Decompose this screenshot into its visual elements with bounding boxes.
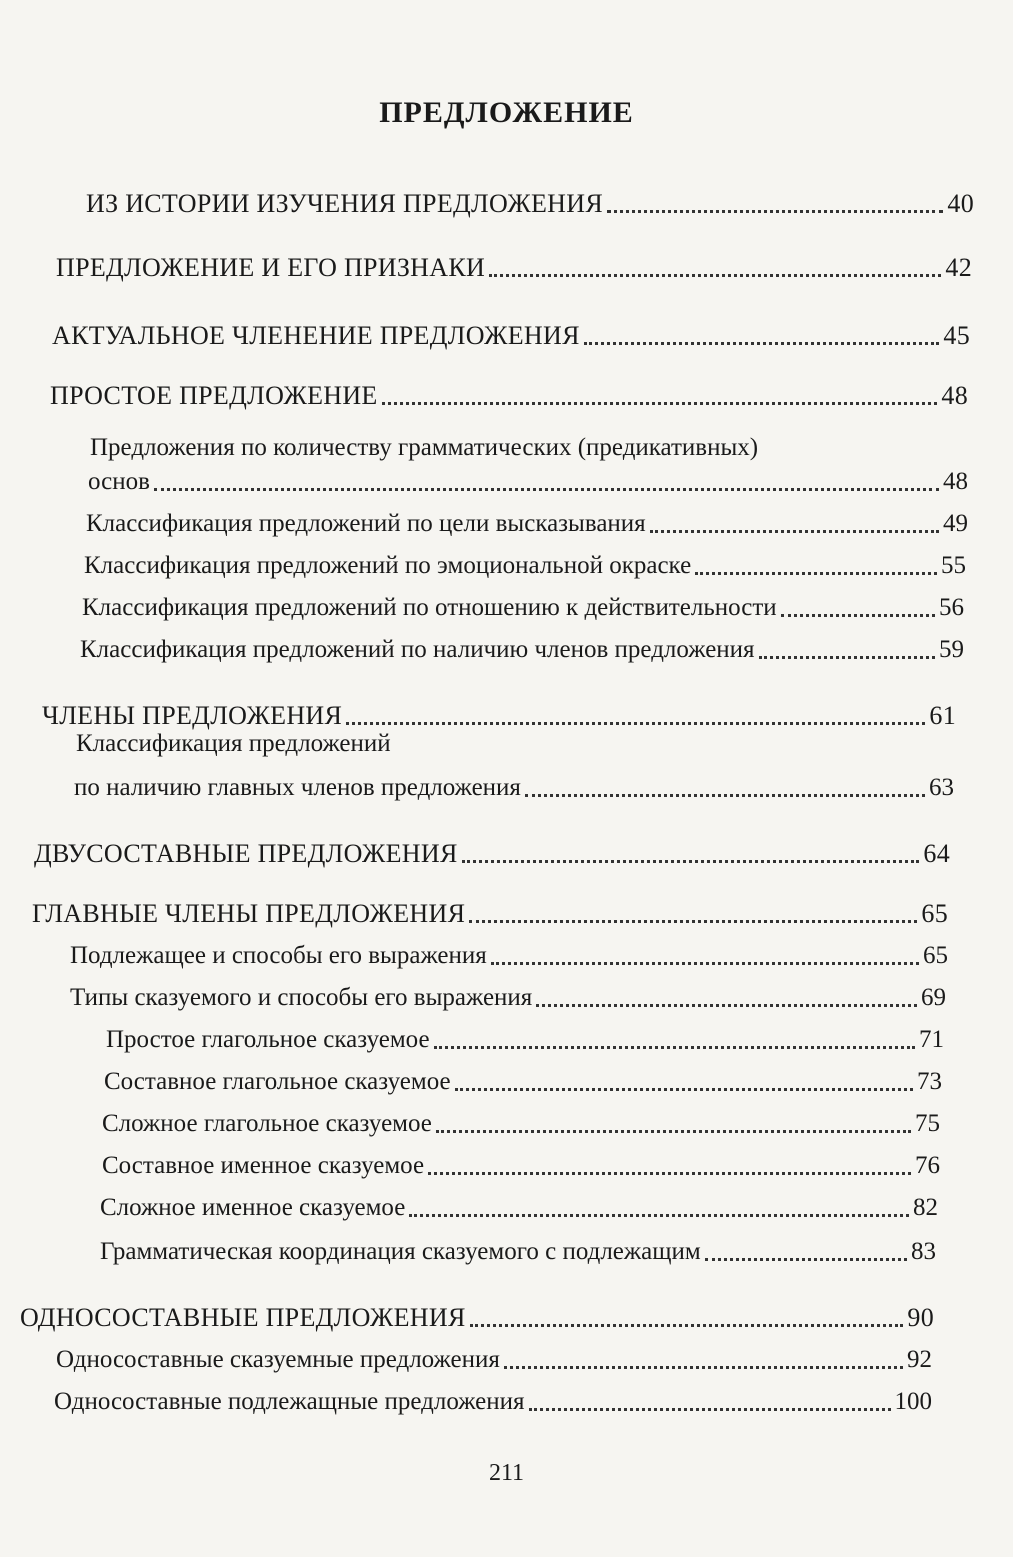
toc-entry-page: 49 (943, 510, 968, 537)
dot-leader (382, 401, 938, 405)
dot-leader (607, 209, 943, 213)
dot-leader (759, 655, 935, 659)
toc-entry-title: Подлежащее и способы его выражения (70, 942, 487, 969)
toc-entry (56, 252, 972, 284)
dot-leader (434, 1045, 915, 1049)
toc-entry-title: Типы сказуемого и способы его выражения (70, 984, 533, 1011)
dot-leader (436, 1129, 911, 1133)
dot-leader (409, 1213, 909, 1217)
toc-entry-title: ГЛАВНЫЕ ЧЛЕНЫ ПРЕДЛОЖЕНИЯ (32, 899, 466, 928)
dot-leader (650, 529, 939, 533)
dot-leader (529, 1407, 891, 1411)
section-heading: ПРЕДЛОЖЕНИЕ (379, 96, 634, 129)
toc-entry-title: ДВУСОСТАВНЫЕ ПРЕДЛОЖЕНИЯ (34, 839, 458, 868)
toc-entry-page: 55 (941, 552, 966, 579)
toc-entry-title: Сложное именное сказуемое (100, 1194, 406, 1221)
toc-entry-title: Простое глагольное сказуемое (106, 1026, 430, 1053)
toc-entry-title: Классификация предложений по отношению к действительности (82, 594, 777, 621)
toc-entry-page: 45 (943, 321, 970, 350)
dot-leader (455, 1087, 913, 1091)
toc-entry (86, 508, 968, 540)
dot-leader (154, 487, 939, 491)
toc-entry-title: ЧЛЕНЫ ПРЕДЛОЖЕНИЯ (42, 701, 343, 730)
dot-leader (491, 961, 919, 965)
toc-entry-title: АКТУАЛЬНОЕ ЧЛЕНЕНИЕ ПРЕДЛОЖЕНИЯ (52, 321, 580, 350)
toc-entry (104, 1066, 942, 1098)
toc-entry-page: 48 (943, 468, 968, 495)
toc-entry-title: Классификация предложений по эмоциональной окраске (84, 552, 692, 579)
toc-entry (100, 1192, 938, 1224)
toc-entry-title: Составное именное сказуемое (102, 1152, 425, 1179)
toc-entry-page: 69 (921, 984, 946, 1011)
toc-entry-page: 64 (923, 839, 950, 868)
toc-entry (74, 772, 954, 804)
toc-entry-title: Односоставные сказуемные предложения (56, 1346, 500, 1373)
toc-entry-title-line1: Предложения по количеству грамматических (предикативных) (90, 434, 759, 461)
toc-entry-title: основ (88, 468, 150, 495)
toc-entry-page: 65 (923, 942, 948, 969)
toc-entry-page: 48 (941, 381, 968, 410)
dot-leader (584, 341, 940, 345)
toc-entry-page: 92 (907, 1346, 932, 1373)
dot-leader (781, 613, 935, 617)
toc-entry (102, 1108, 940, 1140)
toc-entry-page: 76 (915, 1152, 940, 1179)
toc-entry-page: 63 (929, 774, 954, 801)
toc-entry-title: ИЗ ИСТОРИИ ИЗУЧЕНИЯ ПРЕДЛОЖЕНИЯ (86, 189, 603, 218)
toc-entry (106, 1024, 944, 1056)
toc-entry (56, 1344, 932, 1376)
toc-entry (84, 550, 966, 582)
toc-entry-page: 100 (894, 1388, 932, 1415)
toc-entry-title: Сложное глагольное сказуемое (102, 1110, 432, 1137)
toc-entry-page: 61 (929, 701, 956, 730)
dot-leader (705, 1257, 907, 1261)
toc-entry-page: 40 (947, 189, 974, 218)
toc-entry (50, 380, 968, 412)
toc-entry (86, 188, 974, 220)
toc-entry-page: 59 (939, 636, 964, 663)
toc-entry-title: Классификация предложений по наличию членов предложения (80, 636, 755, 663)
toc-entry (20, 1302, 934, 1334)
toc-entry (70, 982, 946, 1014)
dot-leader (469, 919, 917, 923)
toc-entry-title: по наличию главных членов предложения (74, 774, 521, 801)
dot-leader (525, 793, 925, 797)
toc-entry (100, 1236, 936, 1268)
toc-entry-page: 90 (907, 1303, 934, 1332)
toc-entry-page: 82 (913, 1194, 938, 1221)
dot-leader (470, 1323, 904, 1327)
toc-entry-page: 73 (917, 1068, 942, 1095)
toc-entry (34, 838, 950, 870)
toc-entry-title: ОДНОСОСТАВНЫЕ ПРЕДЛОЖЕНИЯ (20, 1303, 466, 1332)
toc-entry-title: ПРЕДЛОЖЕНИЕ И ЕГО ПРИЗНАКИ (56, 253, 486, 282)
toc-entry-title: Классификация предложений по цели высказывания (86, 510, 646, 537)
toc-entry-page: 56 (939, 594, 964, 621)
dot-leader (504, 1365, 903, 1369)
toc-entry-page: 65 (921, 899, 948, 928)
page-number: 211 (488, 1460, 525, 1486)
toc-entry (102, 1150, 940, 1182)
dot-leader (428, 1171, 911, 1175)
dot-leader (489, 273, 941, 277)
toc-entry (70, 940, 948, 972)
dot-leader (695, 571, 937, 575)
toc-entry-title: ПРОСТОЕ ПРЕДЛОЖЕНИЕ (50, 381, 378, 410)
toc-entry-title: Составное глагольное сказуемое (104, 1068, 451, 1095)
toc-entry (82, 592, 964, 624)
toc-entry (88, 466, 968, 498)
toc-entry (32, 898, 948, 930)
toc-entry-page: 83 (911, 1238, 936, 1265)
toc-entry-title: Грамматическая координация сказуемого с подлежащим (100, 1238, 701, 1265)
toc-entry (52, 320, 970, 352)
toc-entry-title-line1: Классификация предложений (76, 730, 391, 757)
toc-entry (54, 1386, 932, 1418)
toc-entry-title: Односоставные подлежащные предложения (54, 1388, 525, 1415)
dot-leader (536, 1003, 917, 1007)
toc-entry (80, 634, 964, 666)
toc-entry-page: 71 (919, 1026, 944, 1053)
toc-entry-page: 75 (915, 1110, 940, 1137)
dot-leader (346, 721, 925, 725)
toc-entry-page: 42 (945, 253, 972, 282)
dot-leader (462, 859, 920, 863)
